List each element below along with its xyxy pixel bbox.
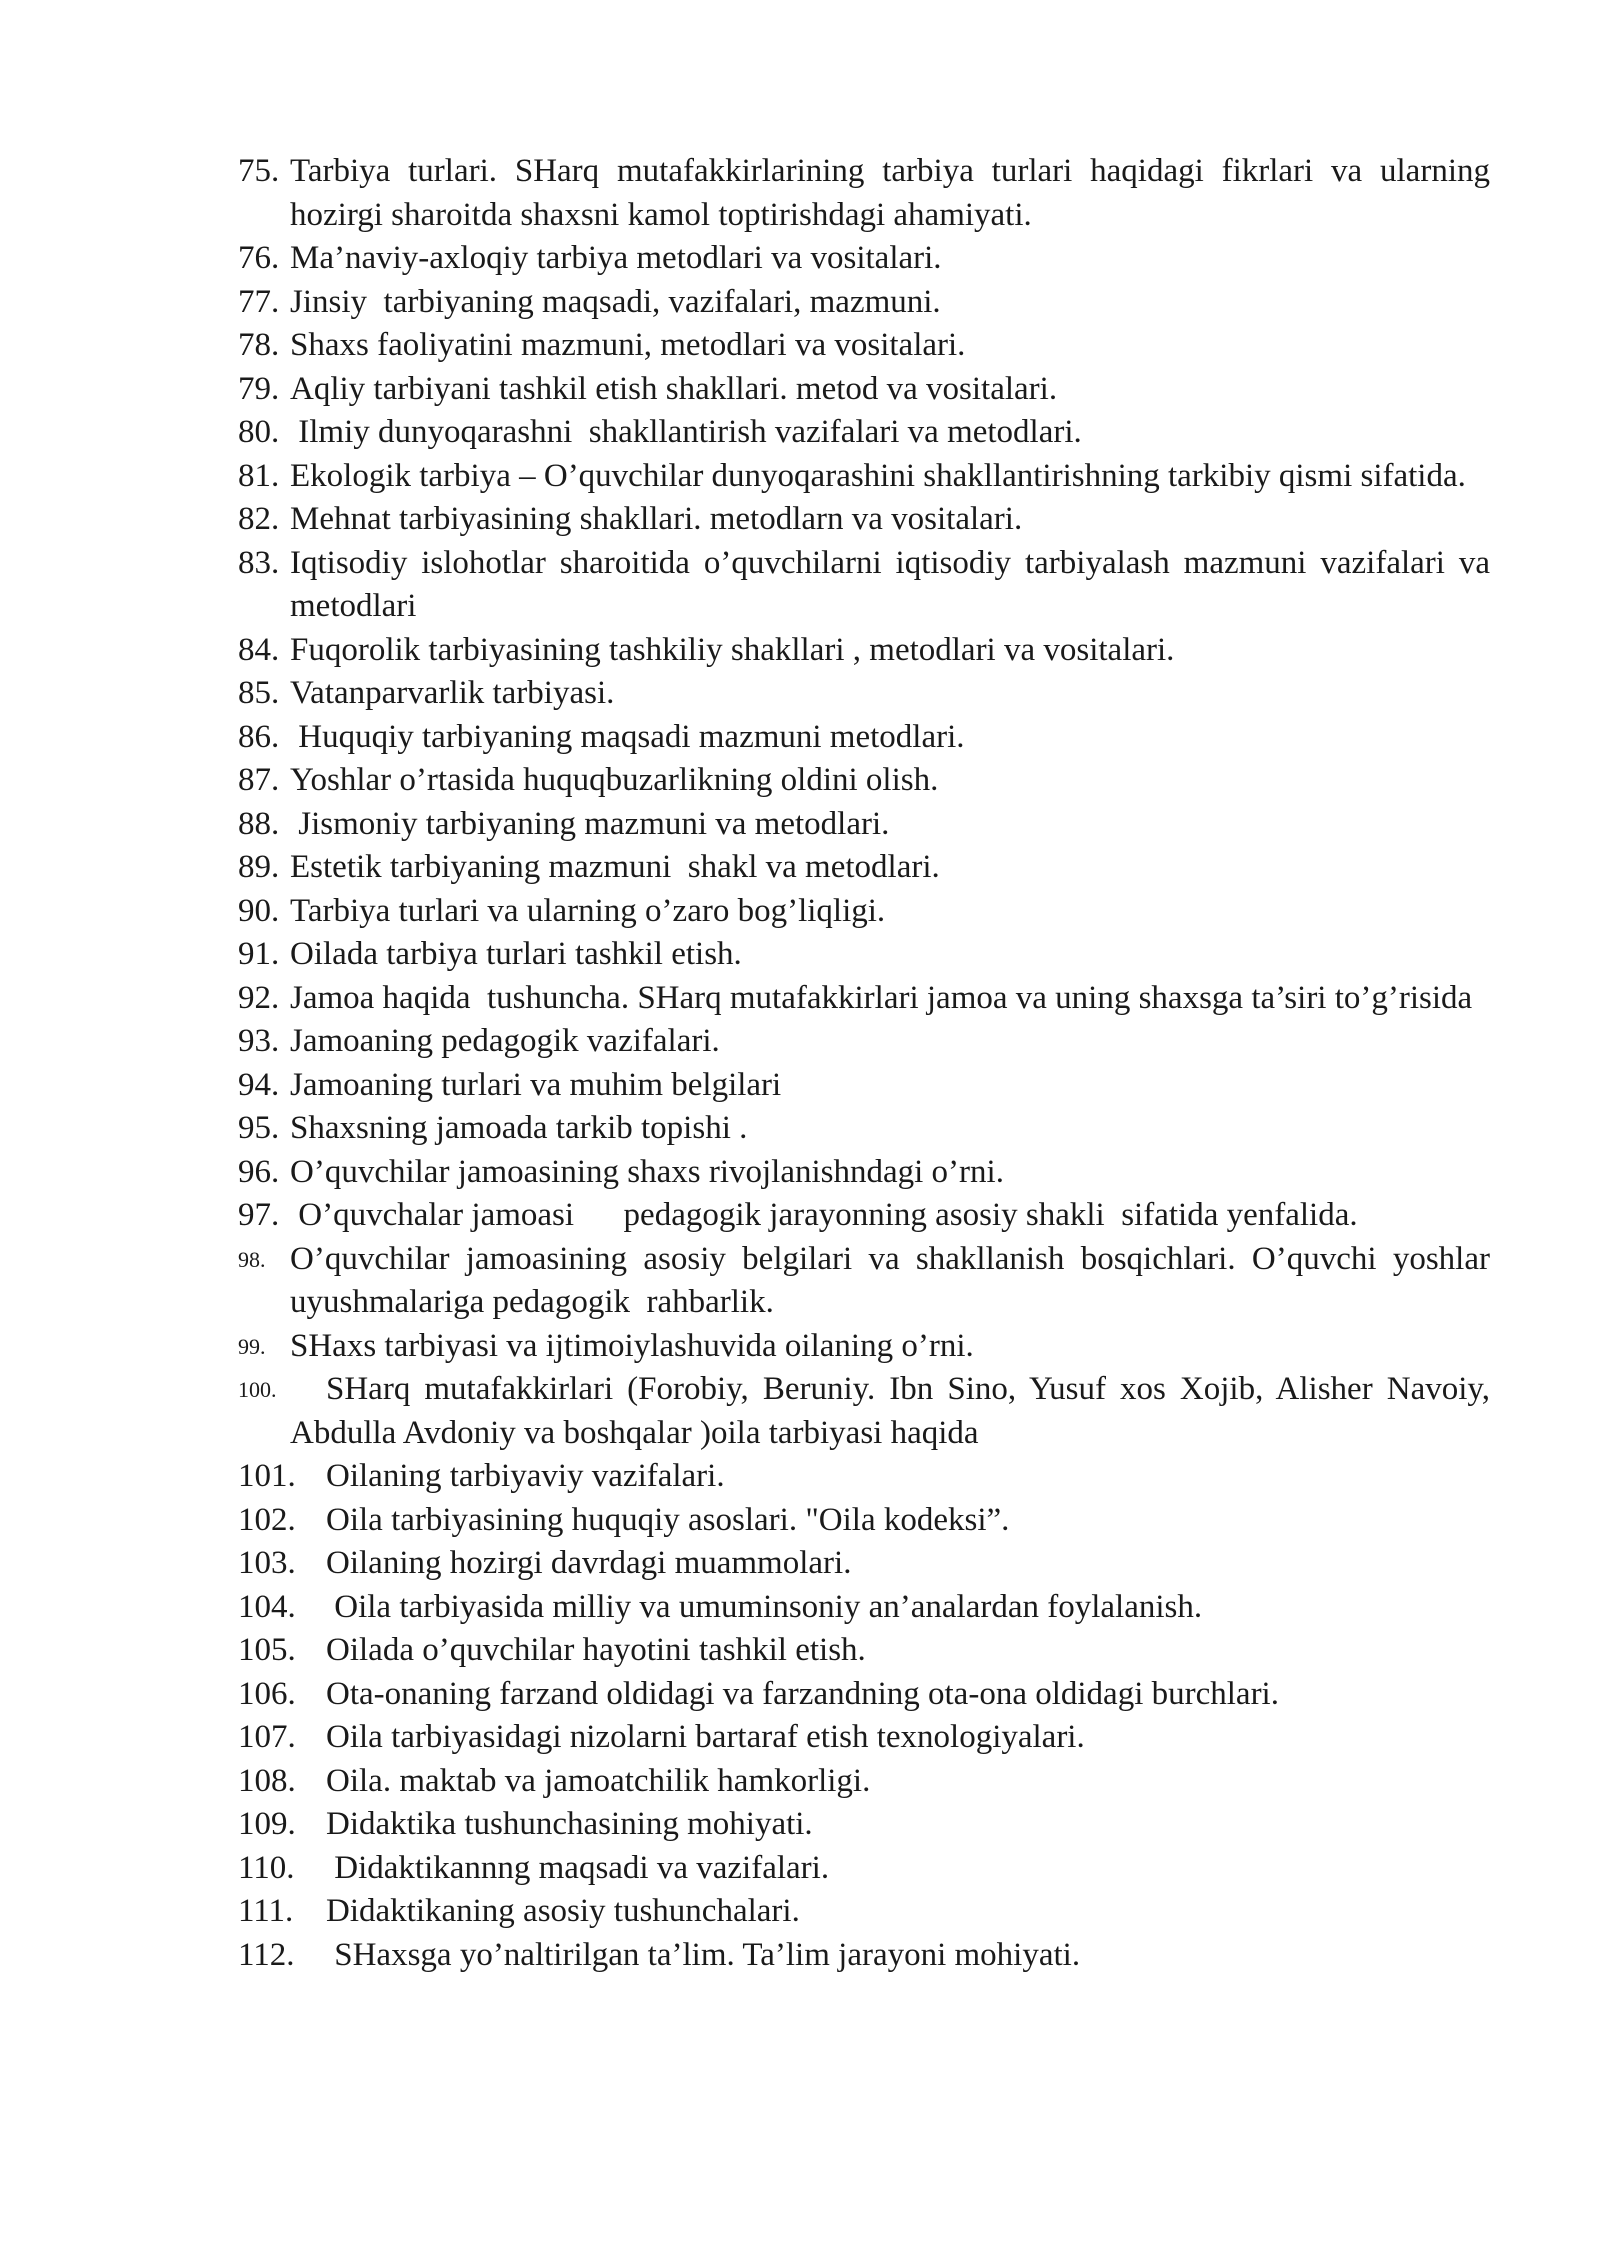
item-text: Didaktika tushunchasining mohiyati.: [326, 1806, 813, 1842]
list-item: [238, 1716, 1490, 1760]
list-item: [238, 1151, 1490, 1195]
list-item: [238, 1325, 1490, 1369]
item-text: O’quvchalar jamoasi pedagogik jarayonning asosiy shakli sifatida yenfalida.: [290, 1197, 1358, 1233]
item-number: 83.: [238, 544, 280, 581]
item-number: 95.: [238, 1110, 280, 1146]
item-text: Shaxsning jamoada tarkib topishi .: [290, 1110, 748, 1146]
item-number: 105.: [238, 1632, 296, 1668]
list-item: [238, 629, 1490, 673]
item-text: Ota-onaning farzand oldidagi va farzandning ota-ona oldidagi burchlari.: [326, 1675, 1279, 1712]
item-number: 92.: [238, 979, 280, 1016]
item-number: 98.: [238, 1246, 266, 1272]
list-item: [238, 455, 1490, 499]
item-number: 88.: [238, 805, 280, 842]
item-number: 90.: [238, 892, 280, 929]
item-text: Iqtisodiy islohotlar sharoitida o’quvchilarni iqtisodiy tarbiyalash mazmuni vazifalari va metodlari: [290, 544, 1499, 624]
item-text: Jinsiy tarbiyaning maqsadi, vazifalari, mazmuni.: [290, 283, 941, 320]
item-text: Shaxs faoliyatini mazmuni, metodlari va vositalari.: [290, 327, 966, 363]
item-number: 78.: [238, 327, 280, 363]
item-number: 97.: [238, 1197, 280, 1233]
item-number: 101.: [238, 1458, 296, 1494]
item-text: Jismoniy tarbiyaning mazmuni va metodlari.: [290, 805, 890, 842]
item-number: 79.: [238, 370, 280, 407]
list-item: [238, 672, 1490, 716]
item-number: 84.: [238, 631, 280, 668]
list-item: [238, 1629, 1490, 1673]
list-item: [238, 1760, 1490, 1804]
item-number: 94.: [238, 1066, 280, 1103]
item-text: Oilada tarbiya turlari tashkil etish.: [290, 936, 742, 972]
list-item: [238, 803, 1490, 847]
list-item: [238, 716, 1490, 760]
item-text: Yoshlar o’rtasida huquqbuzarlikning oldini olish.: [290, 762, 939, 798]
item-number: 91.: [238, 936, 280, 972]
list-item: [238, 368, 1490, 412]
item-text: Vatanparvarlik tarbiyasi.: [290, 675, 615, 711]
item-number: 77.: [238, 283, 280, 320]
list-item: [238, 498, 1490, 542]
list-item: [238, 846, 1490, 890]
item-text: O’quvchilar jamoasining asosiy belgilari va shakllanish bosqichlari. O’quvchi yoshlar uyushmalariga pedagogik rahbarlik.: [290, 1240, 1499, 1320]
item-number: 99.: [238, 1333, 266, 1359]
item-number: 80.: [238, 414, 280, 450]
item-number: 89.: [238, 849, 280, 885]
list-item: [238, 1803, 1490, 1847]
item-text: Estetik tarbiyaning mazmuni shakl va metodlari.: [290, 849, 940, 885]
item-number: 76.: [238, 240, 280, 276]
list-item: [238, 237, 1490, 281]
list-item: [238, 759, 1490, 803]
item-text: Oila tarbiyasidagi nizolarni bartaraf etish texnologiyalari.: [326, 1719, 1085, 1755]
item-number: 111.: [238, 1893, 294, 1929]
list-item: [238, 1542, 1490, 1586]
item-text: Ilmiy dunyoqarashni shakllantirish vazifalari va metodlari.: [290, 414, 1082, 450]
list-item: [238, 1194, 1490, 1238]
item-text: Aqliy tarbiyani tashkil etish shakllari. metod va vositalari.: [290, 370, 1058, 407]
list-item: [238, 324, 1490, 368]
item-number: 104.: [238, 1588, 296, 1625]
item-number: 81.: [238, 457, 280, 494]
list-item: [238, 1020, 1490, 1064]
list-item: [238, 1934, 1490, 1978]
item-number: 87.: [238, 762, 280, 798]
list-item: [238, 1847, 1490, 1891]
list-item: [238, 1890, 1490, 1934]
list-item: [238, 1673, 1490, 1717]
list-item: [238, 411, 1490, 455]
item-number: 75.: [238, 153, 280, 189]
item-text: Jamoaning turlari va muhim belgilari: [290, 1066, 782, 1103]
list-item: [238, 1064, 1490, 1108]
item-number: 107.: [238, 1719, 296, 1755]
item-text: Didaktikaning asosiy tushunchalari.: [326, 1893, 800, 1929]
item-text: Tarbiya turlari va ularning o’zaro bog’liqligi.: [290, 892, 886, 929]
item-number: 102.: [238, 1501, 296, 1538]
item-number: 103.: [238, 1545, 296, 1581]
question-list: [238, 150, 1499, 1977]
list-item: [238, 150, 1499, 237]
item-number: 109.: [238, 1806, 296, 1842]
item-text: Oila. maktab va jamoatchilik hamkorligi.: [326, 1762, 871, 1799]
list-item: [238, 1586, 1490, 1630]
item-text: SHarq mutafakkirlari (Forobiy, Beruniy. Ibn Sino, Yusuf xos Xojib, Alisher Navoiy, Abdulla Avdoniy va boshqalar )oila tarbiyasi haqida: [290, 1371, 1497, 1451]
item-number: 112.: [238, 1936, 295, 1973]
item-number: 86.: [238, 718, 280, 755]
item-number: 100.: [238, 1377, 277, 1402]
item-text: Fuqorolik tarbiyasining tashkiliy shakllari , metodlari va vositalari.: [290, 631, 1175, 668]
item-number: 108.: [238, 1762, 296, 1799]
item-text: Jamoa haqida tushuncha. SHarq mutafakkirlari jamoa va uning shaxsga ta’siri to’g’risida: [290, 979, 1473, 1016]
item-text: Ekologik tarbiya – O’quvchilar dunyoqarashini shakllantirishning tarkibiy qismi sifatida.: [290, 457, 1466, 494]
item-number: 93.: [238, 1023, 280, 1059]
list-item: [238, 1499, 1490, 1543]
item-text: Oilaning hozirgi davrdagi muammolari.: [326, 1545, 852, 1581]
item-number: 106.: [238, 1675, 296, 1712]
item-number: 85.: [238, 675, 280, 711]
item-text: Huquqiy tarbiyaning maqsadi mazmuni metodlari.: [290, 718, 965, 755]
list-item: [238, 542, 1499, 629]
item-text: Oilaning tarbiyaviy vazifalari.: [326, 1458, 725, 1494]
item-text: Ma’naviy-axloqiy tarbiya metodlari va vositalari.: [290, 240, 942, 276]
item-text: Didaktikannng maqsadi va vazifalari.: [326, 1849, 830, 1886]
list-item: [238, 977, 1490, 1021]
item-text: Tarbiya turlari. SHarq mutafakkirlarining tarbiya turlari haqidagi fikrlari va ularning hozirgi sharoitda shaxsni kamol toptirishdagi ahamiyati.: [290, 153, 1499, 233]
list-item: [238, 1455, 1490, 1499]
list-item: [238, 890, 1490, 934]
list-item: [238, 1107, 1490, 1151]
item-text: Oilada o’quvchilar hayotini tashkil etish.: [326, 1632, 866, 1668]
item-text: O’quvchilar jamoasining shaxs rivojlanishndagi o’rni.: [290, 1153, 1004, 1190]
list-item: [238, 933, 1490, 977]
item-number: 96.: [238, 1153, 280, 1190]
item-text: Jamoaning pedagogik vazifalari.: [290, 1023, 720, 1059]
item-text: Oila tarbiyasining huquqiy asoslari. "Oila kodeksi”.: [326, 1501, 1010, 1538]
item-text: SHaxs tarbiyasi va ijtimoiylashuvida oilaning o’rni.: [290, 1327, 974, 1364]
list-item: [238, 1368, 1497, 1455]
list-item: [238, 1238, 1499, 1325]
item-number: 82.: [238, 501, 280, 537]
item-text: Oila tarbiyasida milliy va umuminsoniy an’analardan foylalanish.: [326, 1588, 1203, 1625]
item-text: SHaxsga yo’naltirilgan ta’lim. Ta’lim jarayoni mohiyati.: [326, 1936, 1081, 1973]
item-number: 110.: [238, 1849, 295, 1886]
item-text: Mehnat tarbiyasining shakllari. metodlarn va vositalari.: [290, 501, 1023, 537]
list-item: [238, 281, 1490, 325]
